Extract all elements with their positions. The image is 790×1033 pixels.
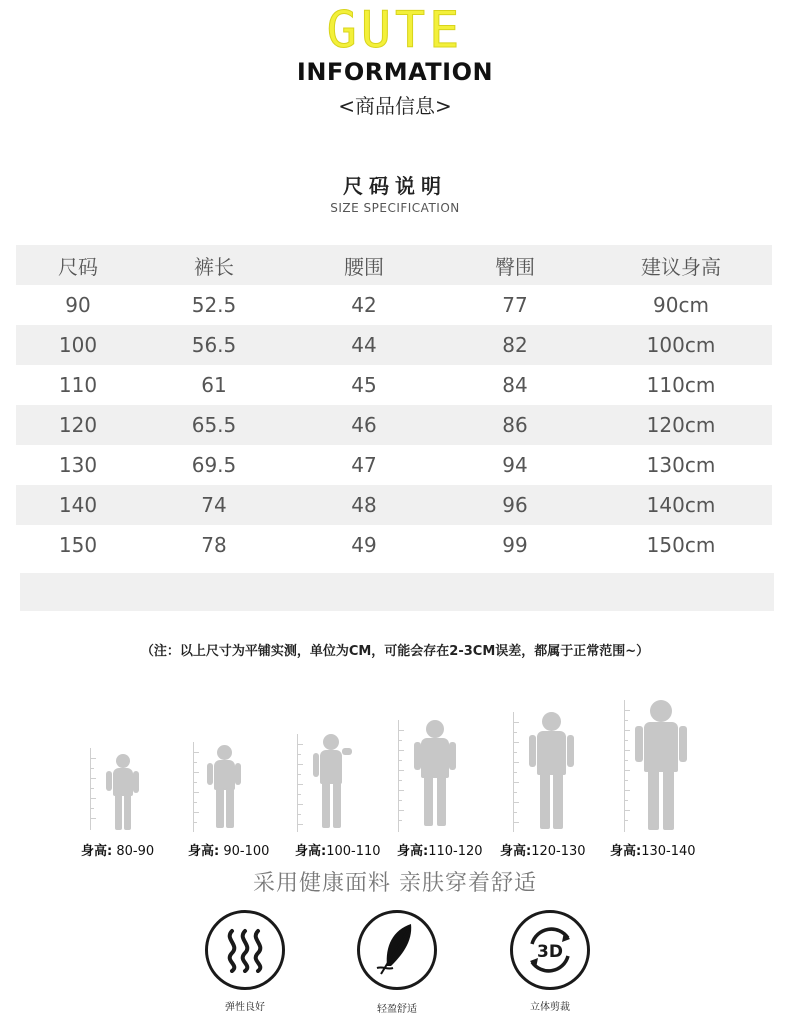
height-label: 身高:110-120	[397, 844, 483, 859]
height-label: 身高: 80-90	[81, 844, 155, 859]
cell-height: 90cm	[653, 293, 709, 317]
table-row	[16, 485, 772, 525]
cell-size: 90	[65, 293, 91, 317]
height-chart-illustration	[0, 690, 790, 860]
cell-size: 100	[58, 333, 98, 357]
cell-hip: 86	[502, 413, 528, 437]
info-subheading: <商品信息>	[338, 94, 452, 118]
header-hip: 臀围	[495, 254, 535, 279]
cell-height: 130cm	[646, 453, 716, 477]
cell-size: 130	[58, 453, 98, 477]
cell-size: 150	[58, 533, 98, 557]
3d-text: 3D	[537, 942, 563, 962]
table-header-row	[16, 245, 772, 285]
feature-label: 弹性良好	[225, 1002, 265, 1013]
cell-pants-length: 74	[201, 493, 227, 517]
table-footer-band	[20, 573, 774, 611]
size-spec-subtitle: SIZE SPECIFICATION	[330, 201, 460, 215]
cell-waist: 48	[351, 493, 377, 517]
table-row	[16, 525, 772, 565]
feature-label: 立体剪裁	[530, 1002, 570, 1013]
cell-hip: 99	[502, 533, 528, 557]
table-row	[16, 285, 772, 325]
cell-pants-length: 69.5	[191, 453, 237, 477]
cell-waist: 47	[351, 453, 377, 477]
table-row	[16, 365, 772, 405]
cell-hip: 82	[502, 333, 528, 357]
table-row	[16, 405, 772, 445]
height-label: 身高:130-140	[610, 844, 696, 859]
cell-height: 150cm	[646, 533, 716, 557]
cell-waist: 46	[351, 413, 377, 437]
fabric-slogan: 采用健康面料 亲肤穿着舒适	[253, 871, 537, 896]
table-row	[16, 325, 772, 365]
cell-height: 100cm	[646, 333, 716, 357]
cell-pants-length: 56.5	[191, 333, 237, 357]
measurement-note: （注：以上尺寸为平铺实测，单位为CM，可能会存在2-3CM误差，都属于正常范围~）	[140, 644, 650, 659]
cell-size: 140	[58, 493, 98, 517]
elastic-wave-icon	[205, 910, 285, 990]
cell-hip: 94	[502, 453, 528, 477]
cell-hip: 84	[502, 373, 528, 397]
cell-size: 120	[58, 413, 98, 437]
cell-height: 120cm	[646, 413, 716, 437]
cell-pants-length: 52.5	[191, 293, 237, 317]
cell-hip: 77	[502, 293, 528, 317]
cell-hip: 96	[502, 493, 528, 517]
cell-pants-length: 61	[201, 373, 227, 397]
header-size: 尺码	[58, 254, 98, 279]
size-table	[16, 245, 772, 565]
cell-waist: 49	[351, 533, 377, 557]
3d-rotate-icon	[510, 910, 590, 990]
cell-pants-length: 65.5	[191, 413, 237, 437]
cell-pants-length: 78	[201, 533, 227, 557]
height-label: 身高:120-130	[500, 844, 586, 859]
cell-size: 110	[58, 373, 98, 397]
feather-icon	[357, 910, 437, 990]
table-row	[16, 445, 772, 485]
brand-logo: GUTE	[326, 1, 464, 59]
header-waist: 腰围	[344, 254, 384, 279]
feature-label: 轻盈舒适	[377, 1004, 417, 1015]
cell-height: 140cm	[646, 493, 716, 517]
cell-waist: 42	[351, 293, 377, 317]
cell-height: 110cm	[646, 373, 716, 397]
height-label: 身高:100-110	[295, 844, 381, 859]
height-label: 身高: 90-100	[188, 844, 270, 859]
cell-waist: 44	[351, 333, 377, 357]
size-spec-title: 尺码说明	[343, 174, 447, 198]
header-pants-length: 裤长	[194, 254, 234, 279]
cell-waist: 45	[351, 373, 377, 397]
info-heading: INFORMATION	[296, 58, 494, 86]
header-suggested-height: 建议身高	[641, 254, 721, 279]
